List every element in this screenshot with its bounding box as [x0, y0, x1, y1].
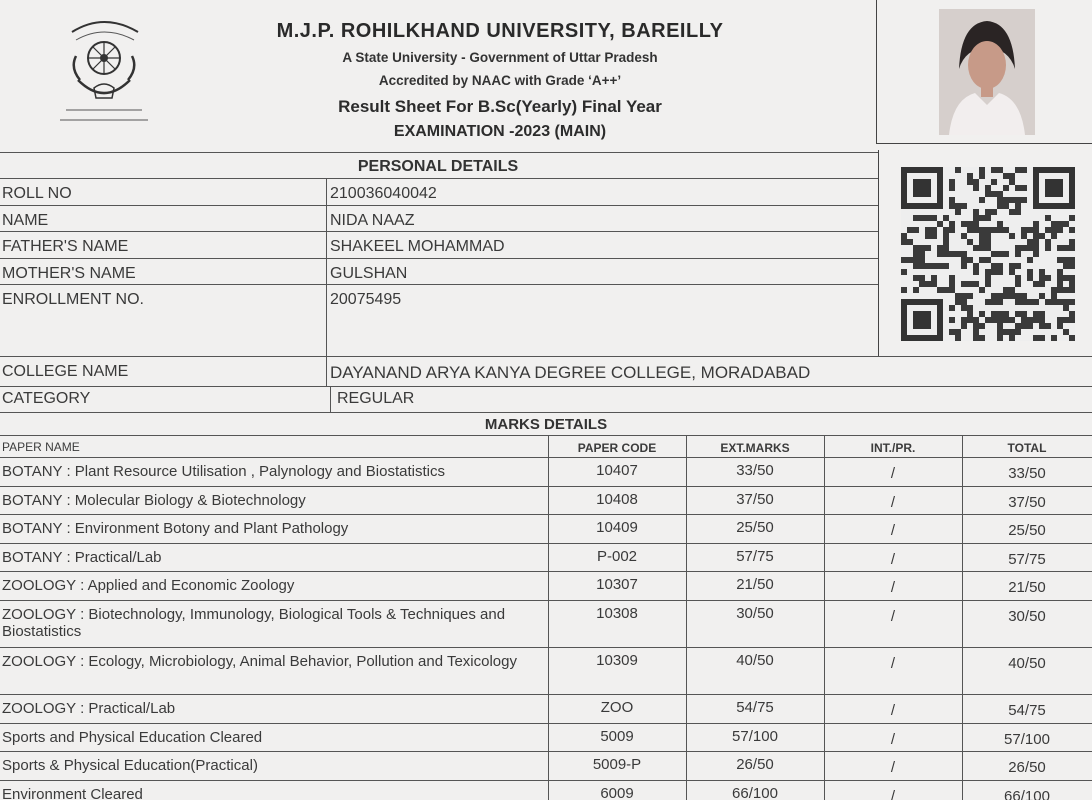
cell-code: 10408	[596, 491, 638, 508]
cell-ext: 57/75	[736, 548, 774, 565]
header-paper-code: PAPER CODE	[577, 441, 657, 455]
university-logo-icon	[42, 10, 168, 128]
paper-name: BOTANY : Practical/Lab	[2, 549, 162, 566]
header-ext-marks: EXT.MARKS	[720, 441, 790, 455]
category-value: REGULAR	[337, 390, 415, 407]
header	[0, 0, 876, 150]
rule	[326, 356, 327, 386]
cell-ext: 26/50	[736, 756, 774, 773]
paper-name: ZOOLOGY : Applied and Economic Zoology	[2, 577, 295, 594]
rule	[0, 284, 878, 285]
paper-name: BOTANY : Molecular Biology & Biotechnology	[2, 492, 306, 509]
cell-code: 5009	[600, 728, 634, 745]
cell-code: 5009-P	[592, 756, 642, 773]
cell-int: /	[890, 522, 896, 539]
rule	[0, 435, 1092, 436]
cell-total: 25/50	[1008, 522, 1046, 539]
qr-box	[878, 150, 1092, 356]
rule	[0, 514, 1092, 515]
cell-code: P-002	[596, 548, 638, 565]
cell-ext: 66/100	[732, 785, 778, 800]
cell-code: 10309	[596, 652, 638, 669]
paper-name: Sports & Physical Education(Practical)	[2, 757, 258, 774]
cell-total: 40/50	[1008, 655, 1046, 672]
paper-name: BOTANY : Environment Botony and Plant Pathology	[2, 520, 349, 537]
rule	[0, 412, 1092, 413]
cell-int: /	[890, 579, 896, 596]
cell-int: /	[890, 731, 896, 748]
rule	[0, 751, 1092, 752]
cell-code: 10308	[596, 605, 638, 622]
header-int-pr: INT./PR.	[870, 441, 916, 455]
father-name-value: SHAKEEL MOHAMMAD	[330, 238, 505, 255]
cell-int: /	[890, 551, 896, 568]
college-name-label: COLLEGE NAME	[2, 363, 129, 380]
cell-code: 10307	[596, 576, 638, 593]
paper-name: ZOOLOGY : Ecology, Microbiology, Animal Behavior, Pollution and Texicology	[2, 653, 517, 670]
cell-ext: 30/50	[736, 605, 774, 622]
cell-ext: 21/50	[736, 576, 774, 593]
cell-ext: 40/50	[736, 652, 774, 669]
mother-name-label: MOTHER'S NAME	[2, 265, 136, 282]
paper-name: BOTANY : Plant Resource Utilisation , Palynology and Biostatistics	[2, 463, 445, 480]
cell-total: 57/75	[1008, 551, 1046, 568]
mother-name-value: GULSHAN	[330, 265, 408, 282]
university-subtitle: A State University - Government of Uttar Pradesh	[342, 50, 658, 65]
enrollment-no-label: ENROLLMENT NO.	[2, 291, 144, 308]
cell-total: 33/50	[1008, 465, 1046, 482]
cell-ext: 37/50	[736, 491, 774, 508]
header-total: TOTAL	[1007, 441, 1047, 455]
name-value: NIDA NAAZ	[330, 212, 415, 229]
student-photo	[939, 9, 1035, 135]
cell-int: /	[890, 759, 896, 776]
cell-int: /	[890, 788, 896, 800]
rule	[0, 231, 878, 232]
rule	[0, 780, 1092, 781]
rule	[0, 543, 1092, 544]
cell-total: 66/100	[1004, 788, 1050, 800]
cell-ext: 33/50	[736, 462, 774, 479]
examination-title: EXAMINATION -2023 (MAIN)	[393, 123, 607, 140]
rule	[0, 178, 878, 179]
rule	[326, 178, 327, 356]
rule	[0, 694, 1092, 695]
result-sheet-title: Result Sheet For B.Sc(Yearly) Final Year	[338, 97, 662, 116]
name-label: NAME	[2, 212, 49, 229]
category-label: CATEGORY	[2, 390, 91, 407]
qr-code-icon	[901, 166, 1075, 342]
header-paper-name: PAPER NAME	[2, 440, 80, 454]
paper-name: Sports and Physical Education Cleared	[2, 729, 263, 746]
photo-box	[876, 0, 1092, 144]
cell-total: 57/100	[1004, 731, 1050, 748]
rule	[0, 723, 1092, 724]
cell-ext: 25/50	[736, 519, 774, 536]
enrollment-no-value: 20075495	[330, 291, 402, 308]
paper-name: ZOOLOGY : Biotechnology, Immunology, Biological Tools & Techniques and Biostatistics	[2, 606, 506, 640]
roll-no-label: ROLL NO	[2, 185, 72, 202]
roll-no-value: 210036040042	[330, 185, 437, 202]
cell-int: /	[890, 608, 896, 625]
rule	[0, 152, 878, 153]
rule	[0, 386, 1092, 387]
marks-details-title: MARKS DETAILS	[484, 416, 608, 433]
rule	[0, 486, 1092, 487]
cell-int: /	[890, 655, 896, 672]
rule	[0, 647, 1092, 648]
cell-ext: 57/100	[732, 728, 778, 745]
rule	[330, 386, 331, 412]
rule	[0, 258, 878, 259]
rule	[0, 600, 1092, 601]
rule	[0, 457, 1092, 458]
cell-code: 10409	[596, 519, 638, 536]
cell-total: 37/50	[1008, 494, 1046, 511]
cell-int: /	[890, 465, 896, 482]
college-name-value: DAYANAND ARYA KANYA DEGREE COLLEGE, MORADABAD	[330, 363, 811, 382]
rule	[0, 571, 1092, 572]
cell-code: 10407	[596, 462, 638, 479]
cell-ext: 54/75	[736, 699, 774, 716]
paper-name: Environment Cleared	[2, 786, 143, 800]
cell-total: 21/50	[1008, 579, 1046, 596]
cell-int: /	[890, 494, 896, 511]
cell-code: 6009	[600, 785, 634, 800]
personal-details-title: PERSONAL DETAILS	[357, 158, 519, 175]
cell-total: 26/50	[1008, 759, 1046, 776]
cell-int: /	[890, 702, 896, 719]
rule	[0, 356, 1092, 357]
accreditation: Accredited by NAAC with Grade ‘A++’	[378, 73, 622, 88]
university-name: M.J.P. ROHILKHAND UNIVERSITY, BAREILLY	[276, 20, 724, 42]
cell-total: 54/75	[1008, 702, 1046, 719]
rule	[0, 205, 878, 206]
cell-total: 30/50	[1008, 608, 1046, 625]
cell-code: ZOO	[600, 699, 634, 716]
paper-name: ZOOLOGY : Practical/Lab	[2, 700, 176, 717]
father-name-label: FATHER'S NAME	[2, 238, 129, 255]
